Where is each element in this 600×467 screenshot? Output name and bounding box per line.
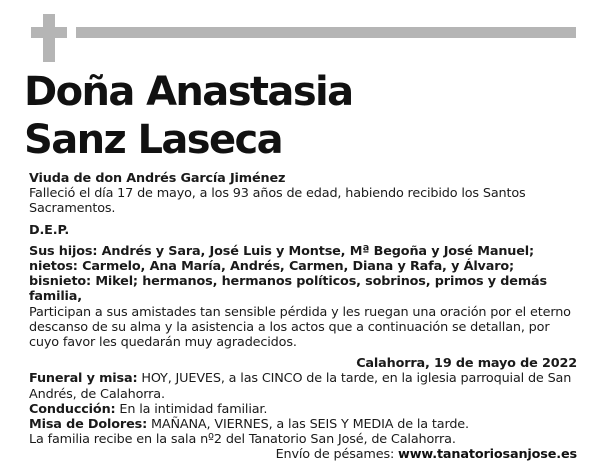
widow-line: Viuda de don Andrés García Jiménez bbox=[29, 171, 286, 186]
conduccion-text: En la intimidad familiar. bbox=[119, 401, 268, 417]
website-link[interactable]: www.tanatoriosanjose.es bbox=[398, 447, 577, 463]
misa-line bbox=[29, 417, 577, 432]
conduccion-line bbox=[29, 402, 577, 417]
header-bar bbox=[76, 27, 576, 38]
condolences-line bbox=[29, 447, 577, 462]
condolences-label: Envío de pésames: bbox=[275, 447, 395, 463]
funeral-line bbox=[29, 371, 577, 401]
funeral-label: Funeral y misa: bbox=[29, 371, 138, 387]
sala-text: La familia recibe en la sala nº2 del Tanatorio San José, de Calahorra. bbox=[29, 432, 456, 448]
request-text: Participan a sus amistades tan sensible pérdida y les ruegan una oración por el eterno descanso de su alma y la asistencia a los actos que a continuación se detallan, por cuyo favor les quedarán muy agradecidos. bbox=[29, 304, 571, 351]
conduccion-label: Conducción: bbox=[29, 401, 116, 417]
funeral-text: HOY, JUEVES, a las CINCO de la tarde, en la iglesia parroquial de San Andrés, de Calahorra. bbox=[29, 371, 572, 402]
obituary-body bbox=[29, 171, 577, 463]
name-line-1: Doña Anastasia bbox=[24, 69, 353, 115]
misa-text: MAÑANA, VIERNES, a las SEIS Y MEDIA de la tarde. bbox=[150, 417, 469, 433]
cross-icon bbox=[31, 14, 67, 62]
death-text: Falleció el día 17 de mayo, a los 93 años de edad, habiendo recibido los Santos Sacramentos. bbox=[29, 186, 526, 217]
deceased-name bbox=[24, 68, 353, 164]
dep-text: D.E.P. bbox=[29, 222, 70, 238]
family-text: Sus hijos: Andrés y Sara, José Luis y Montse, Mª Begoña y José Manuel; nietos: Carmelo, Ana María, Andrés, Carmen, Diana y Rafa, y Álvaro; bisnieto: Mikel; hermanos, hermanos políticos, sobrinos, primos y demás familia, bbox=[29, 243, 547, 305]
name-line-2: Sanz Laseca bbox=[24, 117, 283, 163]
place-date: Calahorra, 19 de mayo de 2022 bbox=[356, 356, 577, 372]
misa-label: Misa de Dolores: bbox=[29, 417, 148, 433]
